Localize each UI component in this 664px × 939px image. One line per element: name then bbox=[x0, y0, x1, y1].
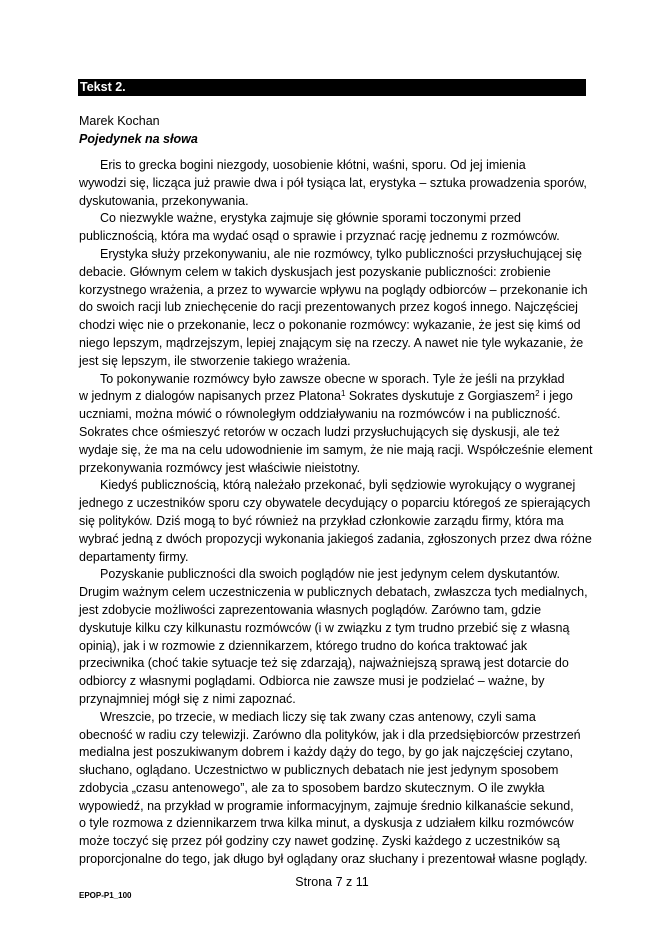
paragraph-5: Kiedyś publicznością, którą należało przekonać, byli sędziowie wyrokujący o wygranej jednego z uczestników sporu czy obywatele decydujący o poparciu któregoś ze spierających się polityków. Dziś mogą to być również na przykład członkowie zarządu firmy, która ma wybrać jedną z dwóch propozycji wykonania jakiegoś zadania, zgłoszonych przez dwa różne departamenty firmy. bbox=[79, 478, 592, 564]
paragraph-2: Co niezwykle ważne, erystyka zajmuje się głównie sporami toczonymi przed publicznością, która ma wydać osąd o sprawie i przyznać rację jednemu z rozmówców. bbox=[79, 211, 560, 244]
paragraph-4-part-1: To pokonywanie rozmówcy było zawsze obecne w sporach. Tyle że jeśli na przykład w jednym z dialogów napisanych przez Platona bbox=[79, 371, 565, 404]
paragraph-4-part-3: i jego uczniami, można mówić o równoległym oddziaływaniu na rozmówców i na publiczność. Sokrates chce ośmieszyć retorów w oczach ludzi przysłuchujących się dyskusji, ale też wydaje się, że ma na celu udowodnienie im samym, że nie mają racji. Współcześnie element przekonywania rozmówcy jest właściwie nieistotny. bbox=[79, 389, 593, 475]
article-title: Pojedynek na słowa bbox=[79, 132, 198, 146]
footnote-ref-2: 2 bbox=[535, 389, 540, 399]
footnote-ref-1: 1 bbox=[340, 389, 346, 399]
paragraph-3: Erystyka służy przekonywaniu, ale nie rozmówcy, tylko publiczności przysłuchującej się debacie. Głównym celem w takich dyskusjach jest pozyskanie publiczności: zrobienie korzystnego wrażenia, a przez to wywarcie wpływu na poglądy odbiorców – przekonanie ich do swoich racji lub zniechęcenie do racji prezentowanych przez kogoś innego. Najczęściej chodzi więc nie o przekonanie, lecz o pokonanie rozmówcy: wykazanie, że jest się kimś od niego lepszym, mądrzejszym, lepiej znającym się na rzeczy. A nawet nie tyle wykazanie, że jest się lepszym, ile stworzenie takiego wrażenia. bbox=[79, 246, 588, 368]
paragraph-4 bbox=[79, 371, 594, 478]
paragraph-4-part-2: Sokrates dyskutuje z Gorgiaszem bbox=[345, 389, 536, 404]
author-name: Marek Kochan bbox=[79, 114, 160, 128]
section-header-label: Tekst 2. bbox=[80, 80, 126, 94]
paragraph-1: Eris to grecka bogini niezgody, uosobienie kłótni, waśni, sporu. Od jej imienia wywodzi się, licząca już prawie dwa i pół tysiąca lat, erystyka – sztuka prowadzenia sporów, dyskutowania, przekonywania. bbox=[79, 158, 587, 208]
section-header-bar bbox=[78, 79, 586, 96]
article-body bbox=[79, 157, 594, 869]
page-number: Strona 7 z 11 bbox=[295, 875, 369, 889]
paragraph-6: Pozyskanie publiczności dla swoich poglądów nie jest jedynym celem dyskutantów. Drugim ważnym celem uczestniczenia w publicznych debatach, zwłaszcza tych medialnych, jest zdobycie możliwości zaprezentowania własnych poglądów. Zarówno tam, gdzie dyskutuje kilku czy kilkunastu rozmówców (i w związku z tym trudno przebić się z własną opinią), jak i w rozmowie z dziennikarzem, którego trudno do końca traktować jak przeciwnika (choć takie sytuacje też się zdarzają), najważniejszą sprawą jest dotarcie do odbiorcy z własnymi poglądami. Odbiorca nie zawsze musi je podzielać – ważne, by przynajmniej mógł się z nimi zapoznać. bbox=[79, 567, 588, 706]
document-code: EPOP-P1_100 bbox=[79, 891, 132, 900]
paragraph-7: Wreszcie, po trzecie, w mediach liczy się tak zwany czas antenowy, czyli sama obecność w radiu czy telewizji. Zarówno dla polityków, jak i dla przedsiębiorców przestrzeń medialna jest poszukiwanym dobrem i każdy dąży do tego, by go jak najczęściej czytano, słuchano, oglądano. Uczestnictwo w publicznych debatach nie jest jedynym sposobem zdobycia „czasu antenowego”, ale za to sposobem bardzo skutecznym. O ile zwykła wypowiedź, na przykład w programie informacyjnym, zajmuje średnio kilkanaście sekund, o tyle rozmowa z dziennikarzem trwa kilka minut, a dyskusja z udziałem kilku rozmówców może toczyć się przez pół godziny czy nawet godzinę. Zyski każdego z uczestników są proporcjonalne do tego, jak długo był oglądany oraz słuchany i prezentował własne poglądy. bbox=[79, 709, 588, 867]
